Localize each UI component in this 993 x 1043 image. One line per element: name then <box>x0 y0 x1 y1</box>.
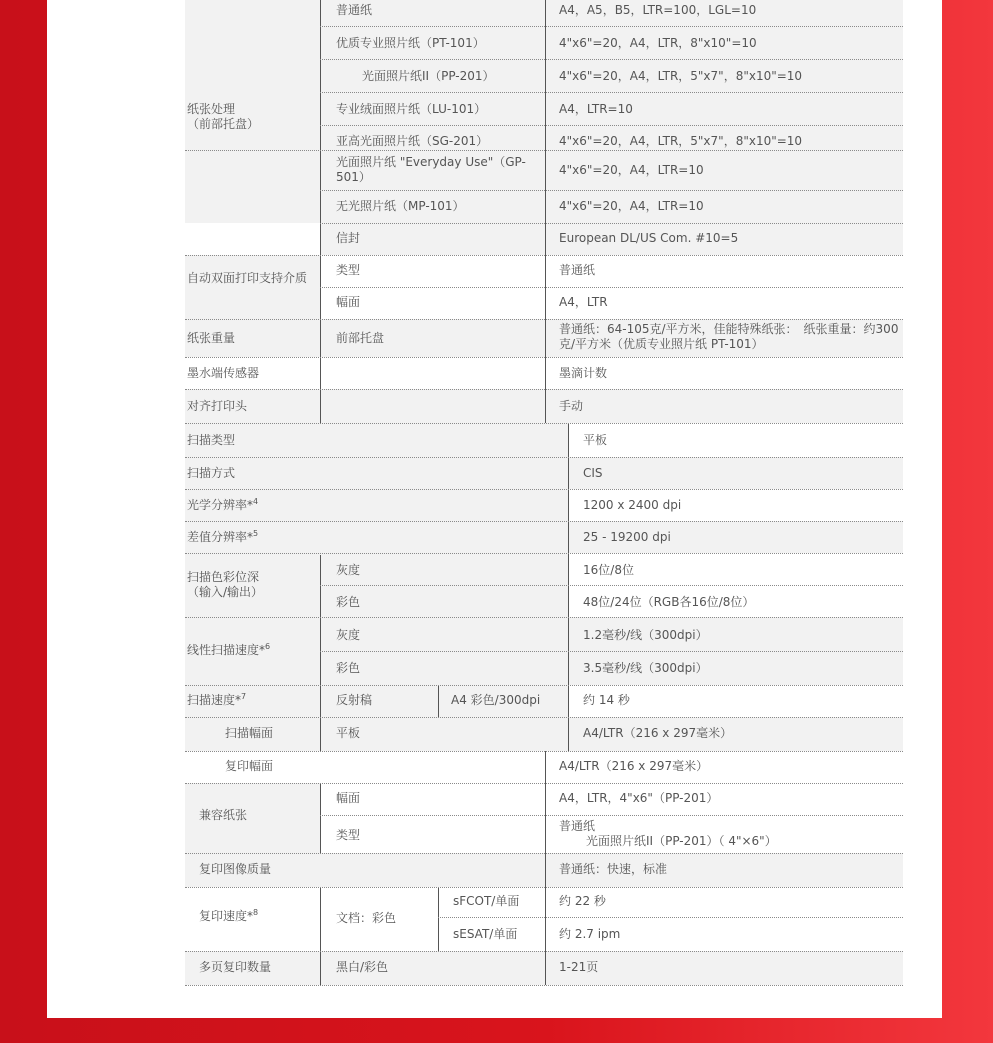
scan-type-label: 扫描类型 <box>187 433 236 447</box>
paper-handling-label: 纸张处理 （前部托盘） <box>187 102 260 131</box>
paper-type-gp501: 光面照片纸 "Everyday Use"（GP-501） <box>336 155 526 184</box>
duplex-type-label: 类型 <box>336 263 361 277</box>
paper-capacity-plain: A4，A5，B5，LTR=100，LGL=10 <box>559 3 757 17</box>
paper-capacity-lu101: A4，LTR=10 <box>559 102 633 116</box>
optical-res-label: 光学分辨率*$^4$ <box>187 497 259 512</box>
paper-weight-sub: 前部托盘 <box>336 331 385 345</box>
copy-fcot-label: sFCOT/单面 <box>453 894 520 908</box>
paper-type-envelope: 信封 <box>336 231 361 245</box>
copy-esat-label: sESAT/单面 <box>453 927 518 941</box>
color-depth-color-label: 彩色 <box>336 595 361 609</box>
copy-speed-label: 复印速度*$^8$ <box>199 908 259 923</box>
line-speed-label: 线性扫描速度*$^6$ <box>187 642 271 657</box>
ink-sensor-label: 墨水端传感器 <box>187 366 260 380</box>
duplex-type-value: 普通纸 <box>559 263 596 277</box>
ink-sensor-value: 墨滴计数 <box>559 366 608 380</box>
duplex-media-label: 自动双面打印支持介质 <box>187 271 308 285</box>
scan-size-value: A4/LTR（216 x 297毫米） <box>583 726 733 740</box>
scan-method-label: 扫描方式 <box>187 466 236 480</box>
copy-esat-value: 约 2.7 ipm <box>559 927 621 941</box>
compat-size-label: 幅面 <box>336 791 361 805</box>
paper-type-mp101: 无光照片纸（MP-101） <box>336 199 465 213</box>
scan-speed-value: 约 14 秒 <box>583 693 630 707</box>
copy-quality-value: 普通纸：快速，标准 <box>559 862 668 876</box>
interp-res-label: 差值分辨率*$^5$ <box>187 529 259 544</box>
line-speed-gray-value: 1.2毫秒/线（300dpi） <box>583 628 708 642</box>
scan-size-label: 扫描幅面 <box>225 726 274 740</box>
content-card <box>47 0 942 1018</box>
copy-speed-sub: 文档：彩色 <box>336 911 397 925</box>
paper-weight-label: 纸张重量 <box>187 331 236 345</box>
scan-speed-mode: A4 彩色/300dpi <box>451 693 541 707</box>
duplex-size-label: 幅面 <box>336 295 361 309</box>
compat-type-value: 普通纸 光面照片纸II（PP-201）（ 4"×6"） <box>559 819 777 848</box>
paper-capacity-gp501: 4"x6"=20，A4，LTR=10 <box>559 163 704 177</box>
multi-copy-sub: 黑白/彩色 <box>336 960 389 974</box>
duplex-size-value: A4，LTR <box>559 295 608 309</box>
paper-capacity-pp201: 4"x6"=20，A4，LTR，5"x7"，8"x10"=10 <box>559 69 803 83</box>
paper-capacity-mp101: 4"x6"=20，A4，LTR=10 <box>559 199 704 213</box>
align-head-label: 对齐打印头 <box>187 399 248 413</box>
paper-capacity-pt101: 4"x6"=20，A4，LTR，8"x10"=10 <box>559 36 757 50</box>
line-speed-color-label: 彩色 <box>336 661 361 675</box>
color-depth-gray-label: 灰度 <box>336 563 361 577</box>
compat-paper-label: 兼容纸张 <box>199 808 248 822</box>
copy-quality-label: 复印图像质量 <box>199 862 272 876</box>
paper-capacity-sg201: 4"x6"=20，A4，LTR，5"x7"，8"x10"=10 <box>559 134 803 148</box>
paper-type-pt101: 优质专业照片纸（PT-101） <box>336 36 485 50</box>
line-speed-color-value: 3.5毫秒/线（300dpi） <box>583 661 708 675</box>
color-depth-label: 扫描色彩位深 （输入/输出） <box>187 570 264 599</box>
copy-size-label: 复印幅面 <box>225 759 274 773</box>
color-depth-color-value: 48位/24位（RGB各16位/8位） <box>583 595 755 609</box>
scan-method-value: CIS <box>583 466 603 480</box>
paper-type-sg201: 亚高光面照片纸（SG-201） <box>336 134 489 148</box>
spec-table <box>185 0 903 986</box>
interp-res-value: 25 - 19200 dpi <box>583 530 671 544</box>
paper-weight-value: 普通纸：64-105克/平方米，佳能特殊纸张： 纸张重量：约300克/平方米（优质专业照片纸 PT-101） <box>559 322 899 351</box>
paper-type-pp201: 光面照片纸II（PP-201） <box>362 69 495 83</box>
copy-size-value: A4/LTR（216 x 297毫米） <box>559 759 709 773</box>
compat-type-label: 类型 <box>336 828 361 842</box>
paper-capacity-envelope: European DL/US Com. #10=5 <box>559 231 739 245</box>
multi-copy-value: 1-21页 <box>559 960 599 974</box>
paper-type-lu101: 专业绒面照片纸（LU-101） <box>336 102 487 116</box>
copy-fcot-value: 约 22 秒 <box>559 894 606 908</box>
compat-size-value: A4，LTR，4"x6"（PP-201） <box>559 791 719 805</box>
optical-res-value: 1200 x 2400 dpi <box>583 498 682 512</box>
scan-type-value: 平板 <box>583 433 608 447</box>
color-depth-gray-value: 16位/8位 <box>583 563 634 577</box>
scan-speed-sub: 反射稿 <box>336 693 373 707</box>
paper-type-plain: 普通纸 <box>336 3 373 17</box>
scan-speed-label: 扫描速度*$^7$ <box>187 692 247 707</box>
align-head-value: 手动 <box>559 399 584 413</box>
scan-size-sub: 平板 <box>336 726 361 740</box>
multi-copy-label: 多页复印数量 <box>199 960 272 974</box>
line-speed-gray-label: 灰度 <box>336 628 361 642</box>
